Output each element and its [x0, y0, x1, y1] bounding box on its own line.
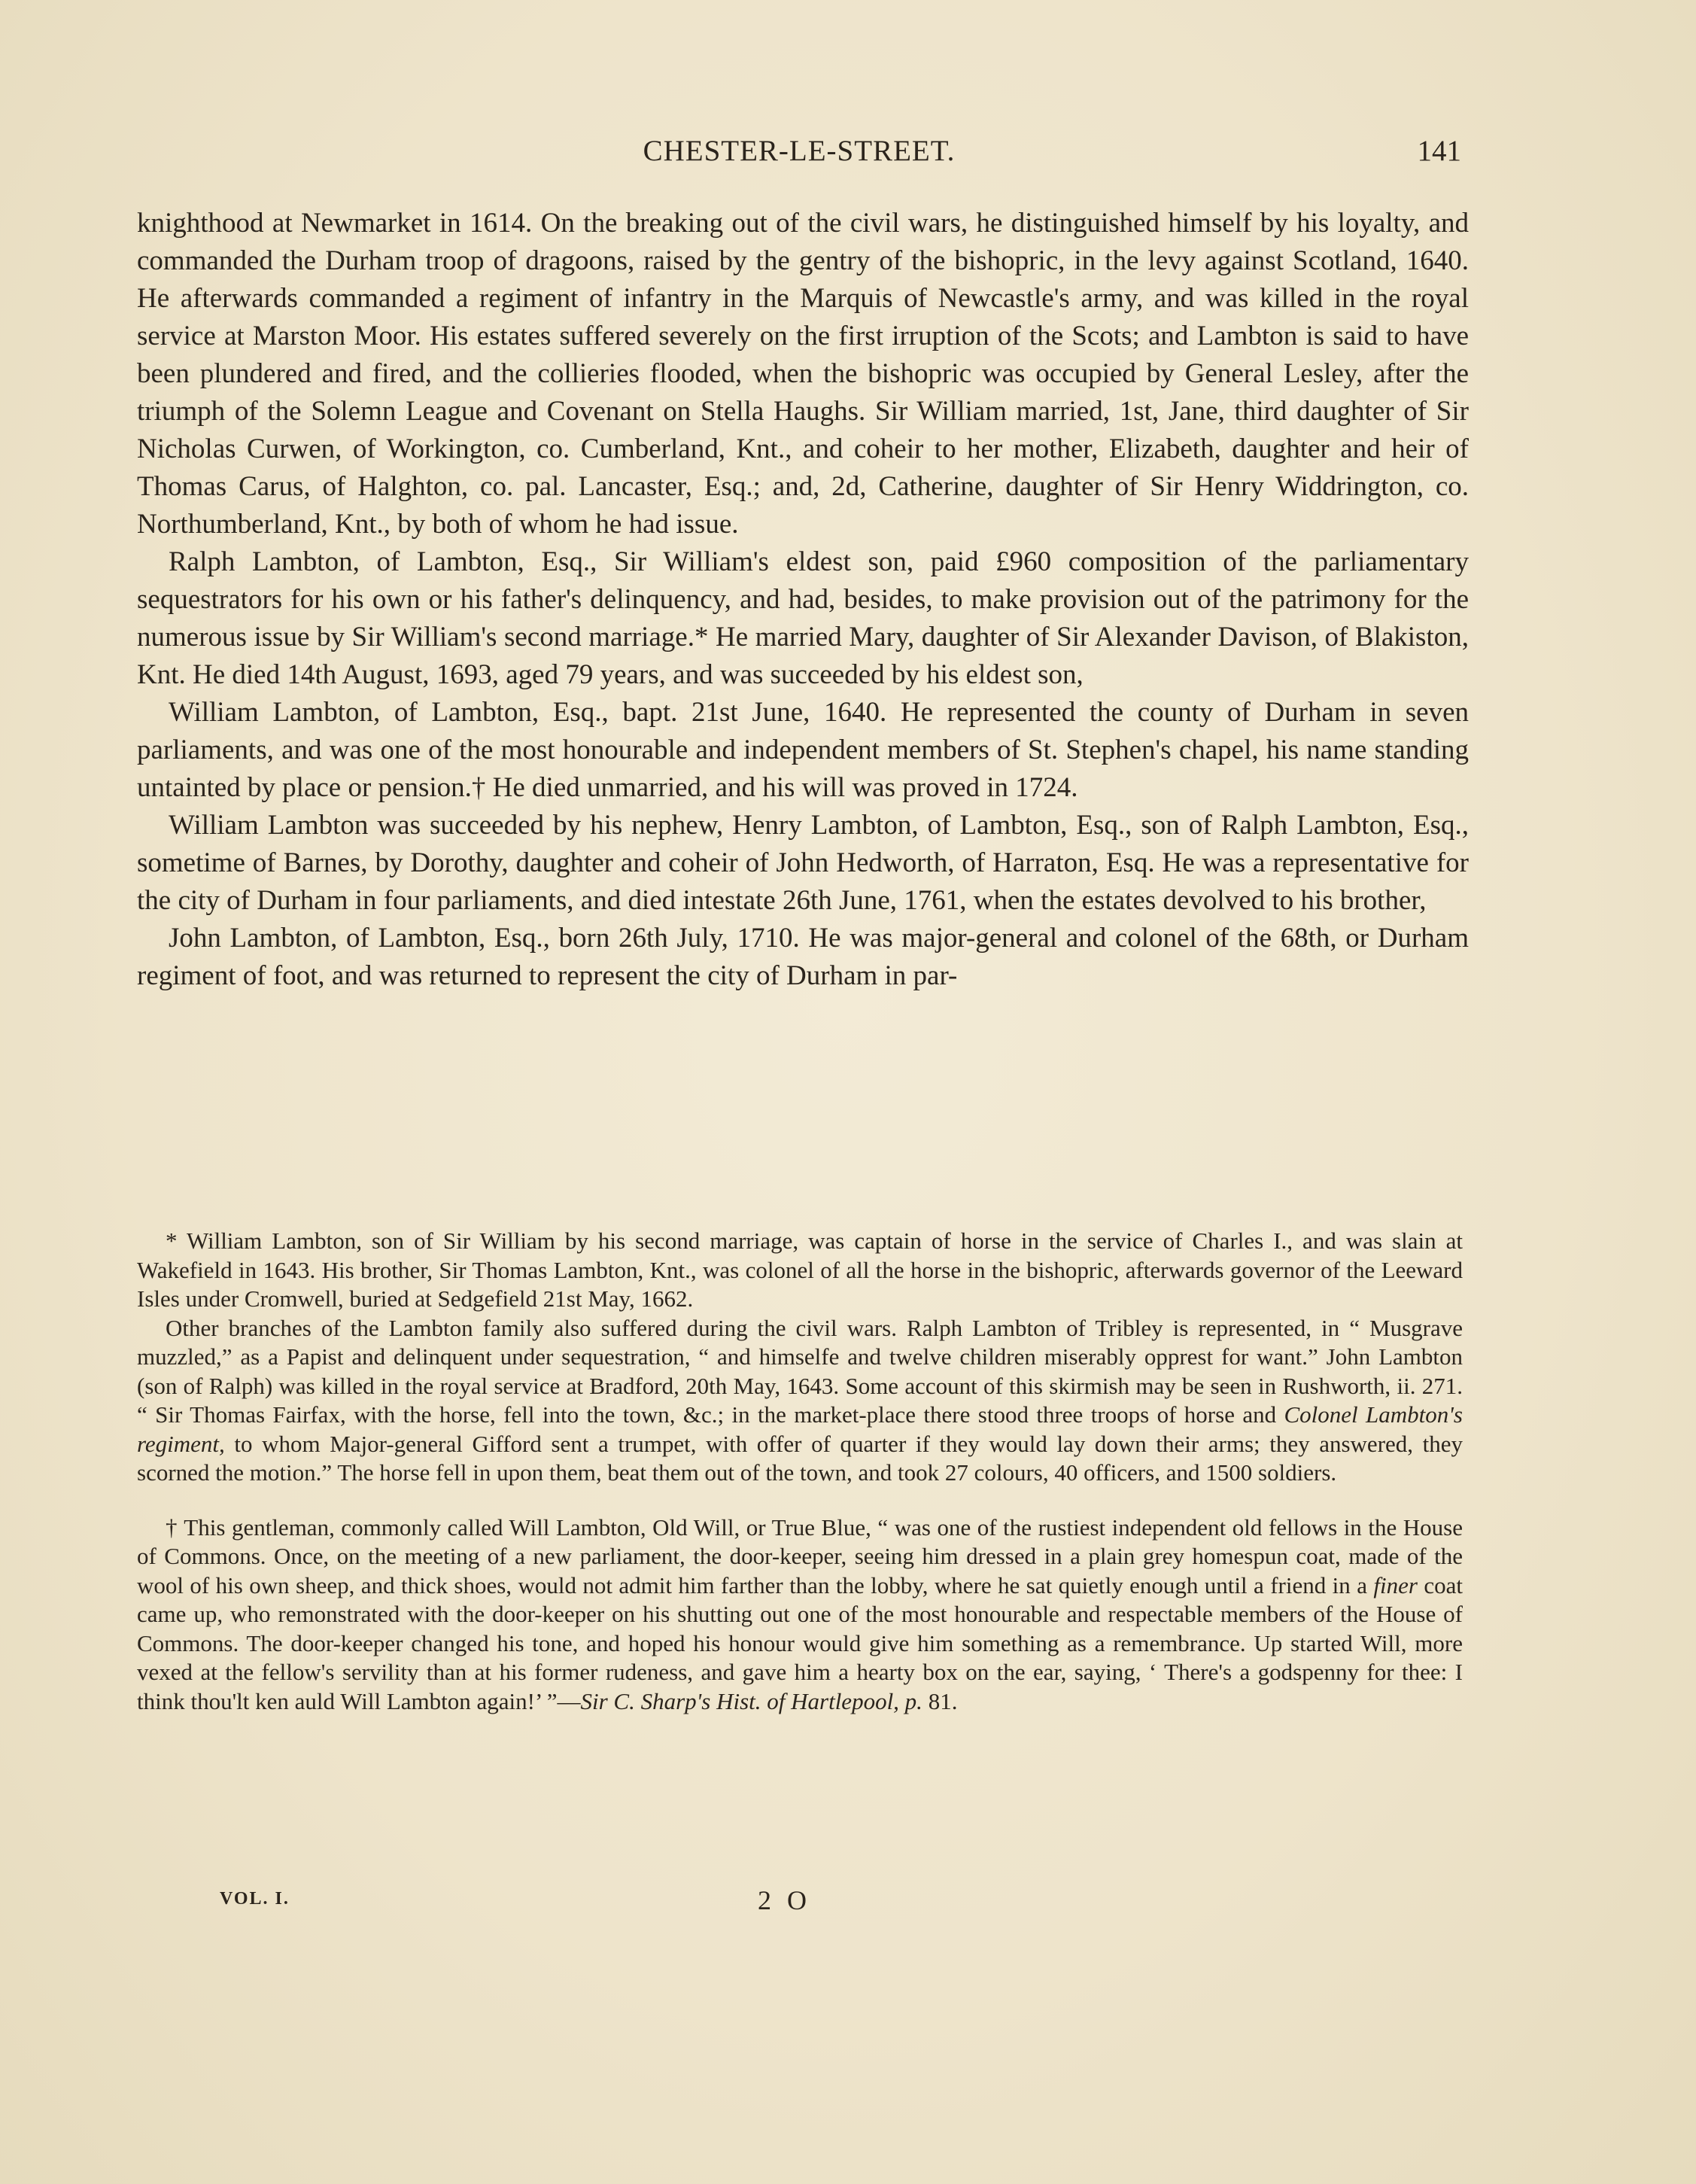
footnote-text: Other branches of the Lambton family also suffered during the civil wars. Ralph Lambton of Tribley is represented, in “ Musgrave muzzled,” as a Papist and delinquent under sequestration, “ and himselfe and twelve children miserably opprest for want.” John Lambton (son of Ralph) was killed in the royal service at Bradford, 20th May, 1643. Some account of this skirmish may be seen in Rushworth, ii. 271. “ Sir Thomas Fairfax, with the horse, fell into the town, &c.; in the market-place there stood three troops of horse and: [137, 1314, 1463, 1428]
body-paragraph: Ralph Lambton, of Lambton, Esq., Sir William's eldest son, paid £960 composition of the parliamentary sequestrators for his own or his father's delinquency, and had, besides, to make provision out of the patrimony for the numerous issue by Sir William's second marriage.* He married Mary, daughter of Sir Alexander Davison, of Blakiston, Knt. He died 14th August, 1693, aged 79 years, and was succeeded by his eldest son,: [137, 546, 1469, 690]
body-paragraph: knighthood at Newmarket in 1614. On the breaking out of the civil wars, he distinguished himself by his loyalty, and commanded the Durham troop of dragoons, raised by the gentry of the bishopric, in the levy against Scotland, 1640. He afterwards commanded a regiment of infantry in the Marquis of Newcastle's army, and was killed in the royal service at Marston Moor. His estates suffered severely on the first irruption of the Scots; and Lambton is said to have been plundered and fired, and the collieries flooded, when the bishopric was occupied by General Lesley, after the triumph of the Solemn League and Covenant on Stella Haughs. Sir William married, 1st, Jane, third daughter of Sir Nicholas Curwen, of Workington, co. Cumberland, Knt., and coheir to her mother, Elizabeth, daughter and heir of Thomas Carus, of Halghton, co. pal. Lancaster, Esq.; and, 2d, Catherine, daughter of Sir Henry Widdrington, co. Northumberland, Knt., by both of whom he had issue.: [137, 208, 1469, 540]
body-paragraph: William Lambton was succeeded by his nephew, Henry Lambton, of Lambton, Esq., son of Ralph Lambton, Esq., sometime of Barnes, by Dorothy, daughter and coheir of John Hedworth, of Harraton, Esq. He was a representative for the city of Durham in four parliaments, and died intestate 26th June, 1761, when the estates devolved to his brother,: [137, 810, 1469, 916]
footnote-spacer: [137, 1488, 1463, 1513]
footnote-dagger: [137, 1513, 1463, 1717]
footnote-text: † This gentleman, commonly called Will Lambton, Old Will, or True Blue, “ was one of the rustiest independent old fellows in the House of Commons. Once, on the meeting of a new parliament, the door-keeper, seeing him dressed in a plain grey homespun coat, made of the wool of his own sheep, and thick shoes, would not admit him farther than the lobby, where he sat quietly enough until a friend in a: [137, 1513, 1463, 1598]
main-text: [137, 205, 1469, 995]
body-paragraph: John Lambton, of Lambton, Esq., born 26th July, 1710. He was major-general and colonel of the 68th, or Durham regiment of foot, and was returned to represent the city of Durham in par-: [137, 923, 1469, 991]
footnote-text: 81.: [922, 1687, 958, 1714]
page-footer: [220, 1884, 1047, 1918]
signature-mark: 2 O: [758, 1885, 811, 1915]
page-header: [137, 134, 1461, 172]
footnote-text: coat came up, who remonstrated with the door-keeper on his shutting out one of the most honourable and respectable members of the House of Commons. The door-keeper changed his tone, and hoped his honour would give him something as a remembrance. Up started Will, more vexed at the fellow's servility than at his former rudeness, and gave him a hearty box on the ear, saying, ‘ There's a godspenny for thee: I think thou'lt ken auld Will Lambton again!’ ”—: [137, 1571, 1463, 1714]
footnote-star: * William Lambton, son of Sir William by his second marriage, was captain of horse in the service of Charles I., and was slain at Wakefield in 1643. His brother, Sir Thomas Lambton, Knt., was colonel of all the horse in the bishopric, afterwards governor of the Leeward Isles under Cromwell, buried at Sedgefield 21st May, 1662.: [137, 1227, 1463, 1312]
page-number: 141: [1417, 135, 1461, 167]
footnote-italic: Colonel Lambton's regiment,: [137, 1401, 1463, 1457]
footnotes: [137, 1227, 1463, 1716]
footnote-citation: Sir C. Sharp's Hist. of Hartlepool, p.: [580, 1687, 922, 1714]
footnote-star-continued: [137, 1314, 1463, 1488]
running-title: CHESTER-LE-STREET.: [643, 135, 956, 167]
footnote-italic: finer: [1373, 1571, 1418, 1598]
volume-label: VOL. I.: [220, 1889, 290, 1909]
footnote-text: to whom Major-general Gifford sent a trumpet, with offer of quarter if they would lay down their arms; they answered, they scorned the motion.” The horse fell in upon them, beat them out of the town, and took 27 colours, 40 officers, and 1500 soldiers.: [137, 1430, 1463, 1486]
body-paragraph: William Lambton, of Lambton, Esq., bapt. 21st June, 1640. He represented the county of Durham in seven parliaments, and was one of the most honourable and independent members of St. Stephen's chapel, his name standing untainted by place or pension.† He died unmarried, and his will was proved in 1724.: [137, 697, 1469, 803]
